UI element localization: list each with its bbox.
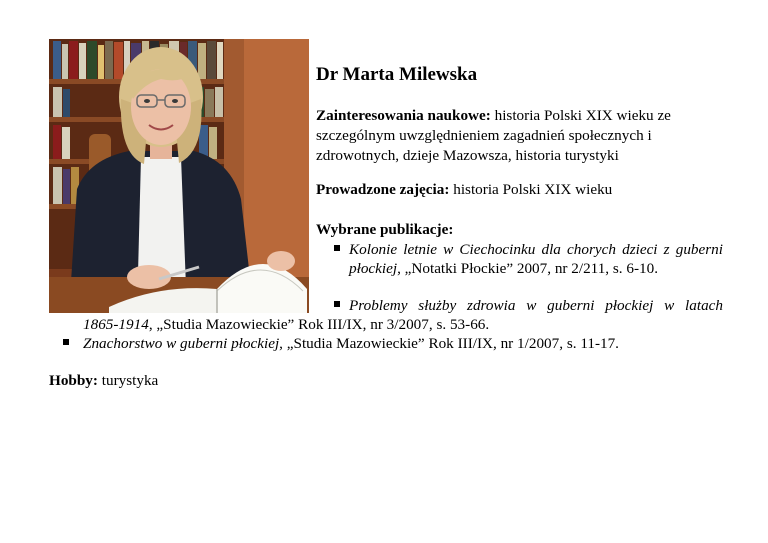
publication-title: Znachorstwo w guberni płockiej: [83, 335, 280, 352]
hobby: [49, 372, 158, 390]
publication-item: [83, 334, 619, 353]
publication-item: [349, 296, 723, 315]
publication-details: , „Studia Mazowieckie” Rok III/IX, nr 1/2007, s. 11-17.: [279, 335, 619, 352]
bullet-icon: [63, 339, 69, 345]
publication-details: , „Studia Mazowieckie” Rok III/IX, nr 3/2007, s. 53-66.: [148, 316, 490, 333]
publication-title: Problemy służby zdrowia w guberni płockiej w latach: [349, 297, 723, 314]
publication-item: [349, 240, 723, 278]
research-interests-text: historia Polski XIX wieku ze szczególnym uwzględnieniem zagadnień społecznych i zdrowotnych, dzieje Mazowsza, historia turystyki: [316, 107, 671, 164]
courses-taught-label: Prowadzone zajęcia:: [316, 181, 450, 198]
hobby-label: Hobby:: [49, 372, 98, 389]
courses-taught: [316, 180, 726, 200]
publication-item-continuation: [83, 315, 489, 334]
research-interests-label: Zainteresowania naukowe:: [316, 107, 491, 124]
publication-title-continuation: 1865-1914: [83, 316, 149, 333]
publication-details: , „Notatki Płockie” 2007, nr 2/211, s. 6-10.: [397, 260, 659, 277]
publications-heading: Wybrane publikacje:: [316, 221, 454, 238]
research-interests: [316, 106, 726, 166]
portrait-photo: [49, 39, 309, 313]
courses-taught-text: historia Polski XIX wieku: [449, 181, 613, 198]
hobby-text: turystyka: [97, 372, 159, 389]
bullet-icon: [334, 245, 340, 251]
person-name: Dr Marta Milewska: [316, 64, 478, 85]
bullet-icon: [334, 301, 340, 307]
publication-title: Kolonie letnie w Ciechocinku dla chorych dzieci z guberni płockiej: [349, 241, 723, 277]
